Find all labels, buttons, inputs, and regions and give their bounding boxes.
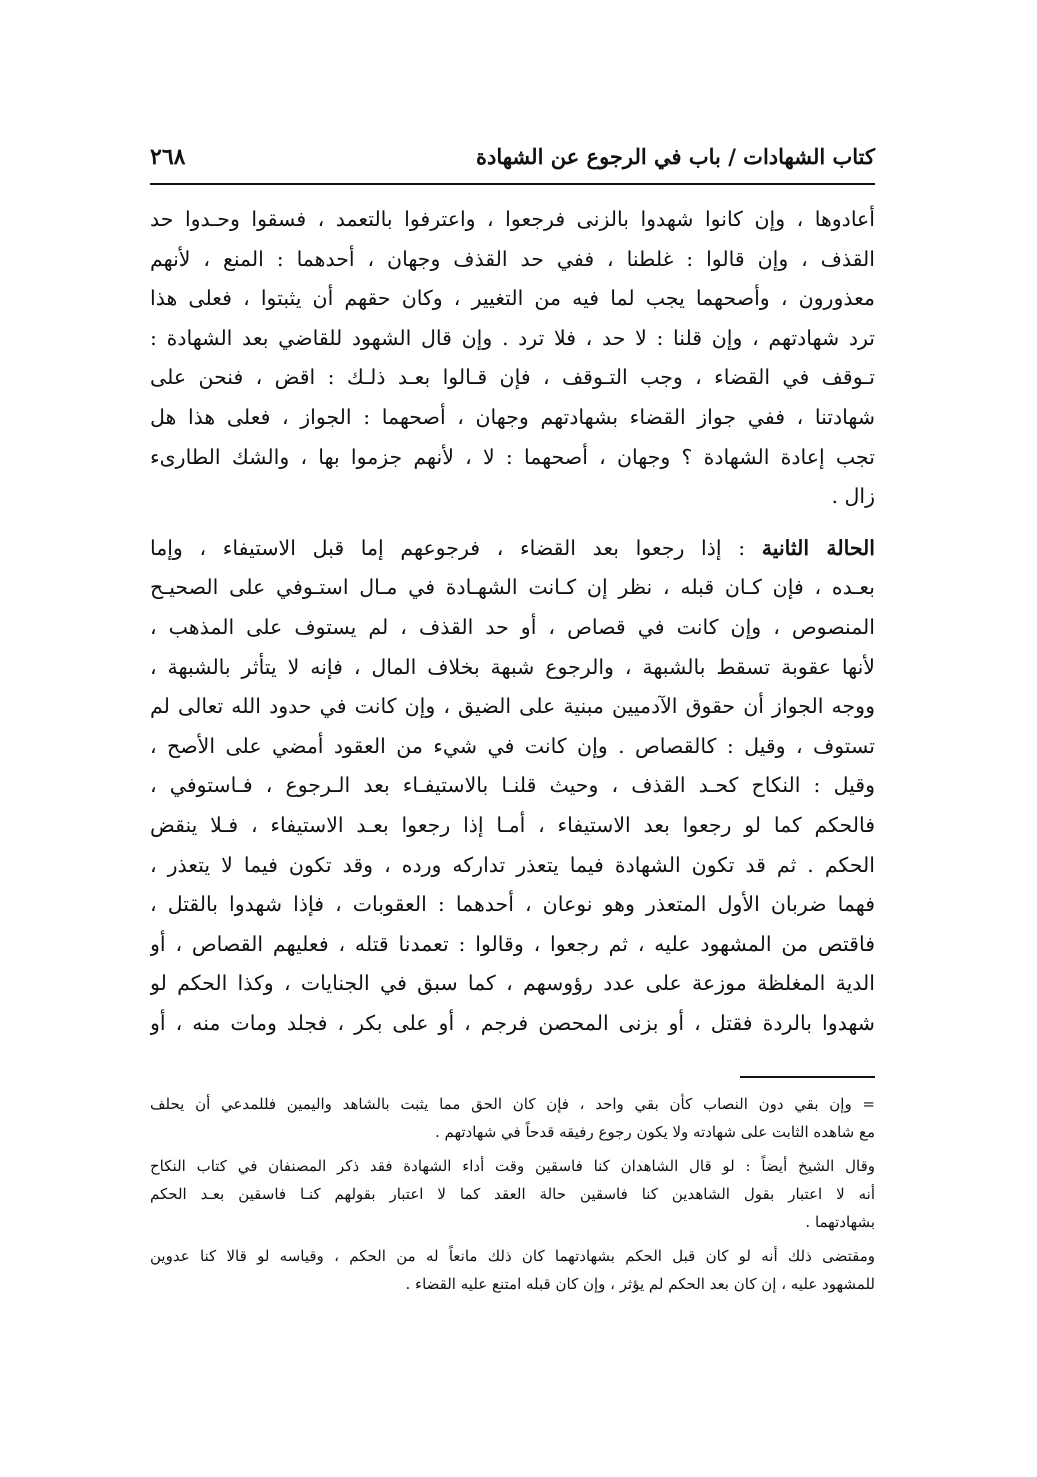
footnote-line: أنه لا اعتبار بقول الشاهدين كنا فاسقين حالة العقد كما لا اعتبار بقولهم كنـا فاسقين بعـد الحكم: [150, 1185, 875, 1203]
text-line: القذف ، وإن قالوا : غلطنا ، ففي حد القذف وجهان ، أحدهما : المنع ، لأنهم: [150, 246, 875, 271]
text-line: شهدوا بالردة فقتل ، أو بزنى المحصن فرجم ، أو على بكر ، فجلد ومات منه ، أو: [150, 1010, 875, 1035]
text-line: معذورون ، وأصحهما يجب لما فيه من التغيير ، وكان حقهم أن يثبتوا ، فعلى هذا: [150, 286, 875, 311]
text-line: فالحكم كما لو رجعوا بعد الاستيفاء ، أمـا إذا رجعوا بعـد الاستيفاء ، فـلا ينقض: [150, 812, 875, 837]
text-line-rest: : إذا رجعوا بعد القضاء ، فرجوعهم إما قبل الاستيفاء ، وإما: [150, 535, 762, 560]
footnote-line: = وإن بقي دون النصاب كأن بقي واحد ، فإن كان الحق مما يثبت بالشاهد واليمين فللمدعي أن يحلف: [150, 1095, 875, 1113]
text-line: الدية المغلظة موزعة على عدد رؤوسهم ، كما سبق في الجنايات ، وكذا الحكم لو: [150, 971, 875, 996]
text-line: ووجه الجواز أن حقوق الآدميين مبنية على الضيق ، وإن كانت في حدود الله تعالى لم: [150, 694, 875, 719]
footnote-divider: [740, 1076, 875, 1078]
text-line: المنصوص ، وإن كانت في قصاص ، أو حد القذف ، لم يستوف على المذهب ،: [150, 614, 875, 639]
text-line: بعـده ، فإن كـان قبله ، نظر إن كـانت الشهـادة في مـال استـوفي على الصحيـح: [150, 575, 875, 600]
footnote-line: مع شاهده الثابت على شهادته ولا يكون رجوع رفيقه قدحاً في شهادتهم .: [434, 1123, 875, 1141]
footnote-line: للمشهود عليه ، إن كان بعد الحكم لم يؤثر ، وإن كان قبله امتنع عليه القضاء .: [405, 1275, 875, 1293]
text-line: وقيل : النكاح كحـد القذف ، وحيث قلنـا بالاستيفـاء بعد الـرجوع ، فـاستوفي ،: [150, 773, 875, 798]
text-line: لأنها عقوبة تسقط بالشبهة ، والرجوع شبهة بخلاف المال ، فإنه لا يتأثر بالشبهة ،: [150, 654, 875, 679]
text-line: تستوف ، وقيل : كالقصاص . وإن كانت في شيء من العقود أمضي على الأصح ،: [150, 733, 875, 758]
footnote-line: وقال الشيخ أيضاً : لو قال الشاهدان كنا فاسقين وقت أداء الشهادة فقد ذكر المصنفان في كتاب النكاح: [150, 1157, 875, 1175]
text-line: تـوقف في القضاء ، وجب التـوقف ، فإن قـالوا بعـد ذلـك : اقض ، فنحن على: [150, 365, 875, 390]
footnote-line: بشهادتهما .: [805, 1213, 875, 1231]
paragraph-gap: [150, 517, 875, 529]
text-line: شهادتنا ، ففي جواز القضاء بشهادتهم وجهان ، أصحهما : الجواز ، فعلى هذا هل: [150, 404, 875, 429]
footnote-line: ومقتضى ذلك أنه لو كان قبل الحكم بشهادتهما كان ذلك مانعاً له من الحكم ، وقياسه لو قالا كنا عدوين: [150, 1247, 875, 1265]
text-line: ترد شهادتهم ، وإن قلنا : لا حد ، فلا ترد . وإن قال الشهود للقاضي بعد الشهادة :: [150, 325, 875, 350]
page-number: ٢٦٨: [150, 144, 186, 170]
main-text: [150, 200, 875, 1043]
running-header: [150, 140, 875, 180]
text-line: [150, 529, 875, 569]
header-title: كتاب الشهادات / باب في الرجوع عن الشهادة: [476, 144, 875, 169]
text-line: تجب إعادة الشهادة ؟ وجهان ، أصحهما : لا ، لأنهم جزموا بها ، والشك الطارىء: [150, 444, 875, 469]
text-line: فاقتص من المشهود عليه ، ثم رجعوا ، وقالوا : تعمدنا قتله ، فعليهم القصاص ، أو: [150, 931, 875, 956]
section-heading: الحالة الثانية: [761, 535, 875, 560]
text-line: أعادوها ، وإن كانوا شهدوا بالزنى فرجعوا ، واعترفوا بالتعمد ، فسقوا وحـدوا حد: [150, 207, 875, 231]
text-line: فهما ضربان الأول المتعذر وهو نوعان ، أحدهما : العقوبات ، فإذا شهدوا بالقتل ،: [150, 892, 875, 917]
header-divider: [150, 183, 875, 185]
text-line: الحكم . ثم قد تكون الشهادة فيما يتعذر تداركه ورده ، وقد تكون فيما لا يتعذر ،: [150, 852, 875, 877]
text-line: زال .: [831, 484, 875, 509]
footnotes: [150, 1090, 875, 1298]
